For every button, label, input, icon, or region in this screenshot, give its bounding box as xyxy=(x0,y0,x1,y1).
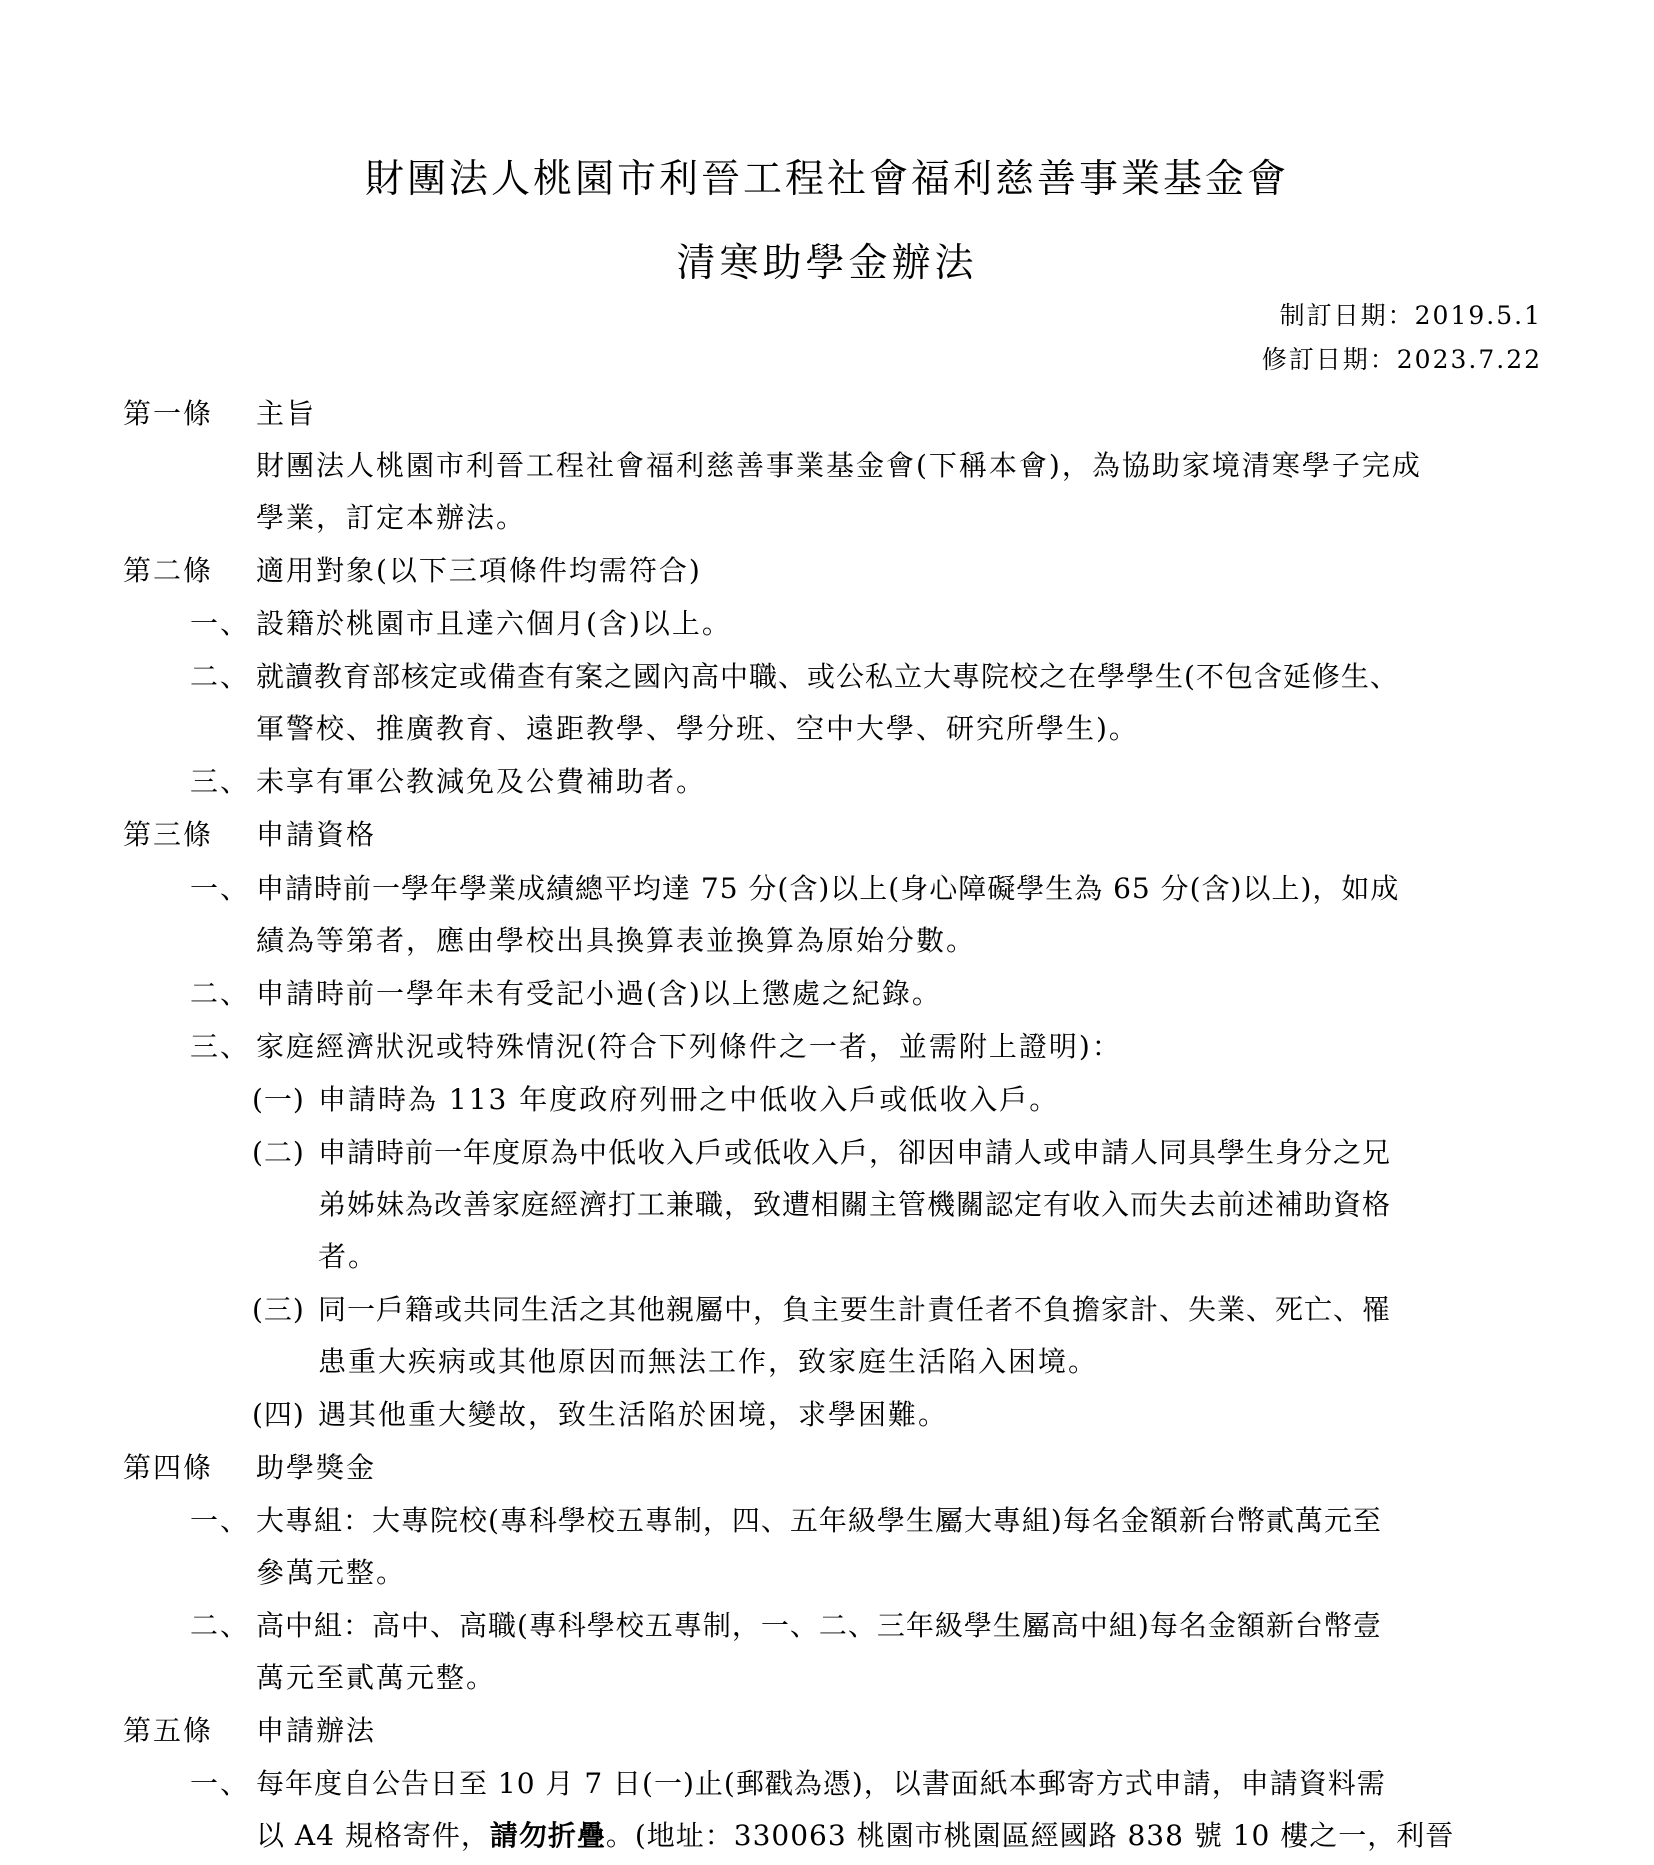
sub-item-text: 患重大疾病或其他原因而無法工作，致家庭生活陷入困境。 xyxy=(318,1345,1099,1378)
article-4-number: 第四條 xyxy=(123,1451,214,1484)
article-3-title: 申請資格 xyxy=(256,818,377,851)
list-item-text: 軍警校、推廣教育、遠距教學、學分班、空中大學、研究所學生)。 xyxy=(256,712,1139,745)
article-2-title: 適用對象(以下三項條件均需符合) xyxy=(256,554,702,587)
document-subtitle: 清寒助學金辦法 xyxy=(676,241,978,286)
list-item-number: 三、 xyxy=(190,1030,251,1063)
sub-item-number: (四) xyxy=(252,1398,305,1431)
list-item-number: 二、 xyxy=(190,660,251,693)
article-5-title: 申請辦法 xyxy=(256,1714,377,1747)
list-item-text: 參萬元整。 xyxy=(256,1556,407,1589)
article-2-number: 第二條 xyxy=(123,554,214,587)
list-item-text xyxy=(256,1816,1454,1856)
article-4-title: 助學獎金 xyxy=(256,1451,377,1484)
document-title: 財團法人桃園市利晉工程社會福利慈善事業基金會 xyxy=(364,157,1289,202)
revised-date: 修訂日期：2023.7.22 xyxy=(1261,345,1542,374)
list-item-number: 一、 xyxy=(190,1504,251,1537)
list-item-number: 一、 xyxy=(190,1767,251,1800)
article-5-number: 第五條 xyxy=(123,1714,214,1747)
list-item-number: 三、 xyxy=(190,765,251,798)
list-item-text: 設籍於桃園市且達六個月(含)以上。 xyxy=(256,607,732,640)
list-item-text: 萬元至貳萬元整。 xyxy=(256,1661,497,1694)
list-item-text: 申請時前一學年未有受記小過(含)以上懲處之紀錄。 xyxy=(256,977,942,1010)
list-item-text: 就讀教育部核定或備查有案之國內高中職、或公私立大專院校之在學學生(不包含延修生、 xyxy=(256,660,1399,693)
sub-item-text: 申請時前一年度原為中低收入戶或低收入戶，卻因申請人或申請人同具學生身分之兄 xyxy=(318,1136,1392,1169)
list-item-text: 高中組：高中、高職(專科學校五專制，一、二、三年級學生屬高中組)每名金額新台幣壹 xyxy=(256,1609,1382,1642)
sub-item-text: 遇其他重大變故，致生活陷於困境，求學困難。 xyxy=(318,1398,949,1431)
sub-item-text: 弟姊妹為改善家庭經濟打工兼職，致遭相關主管機關認定有收入而失去前述補助資格 xyxy=(318,1188,1392,1221)
sub-item-text: 同一戶籍或共同生活之其他親屬中，負主要生計責任者不負擔家計、失業、死亡、罹 xyxy=(318,1293,1392,1326)
do-not-fold-notice: 請勿折疊 xyxy=(489,1819,606,1852)
list-item-number: 二、 xyxy=(190,1609,251,1642)
sub-item-number: (一) xyxy=(252,1083,305,1116)
article-3-number: 第三條 xyxy=(123,818,214,851)
address-text: 。(地址：330063 桃園市桃園區經國路 838 號 10 樓之一，利晉 xyxy=(605,1819,1455,1852)
article-1-body-line: 學業，訂定本辦法。 xyxy=(256,501,527,534)
sub-item-text: 者。 xyxy=(318,1240,379,1273)
enacted-date: 制訂日期：2019.5.1 xyxy=(1279,301,1542,330)
sub-item-number: (二) xyxy=(252,1136,305,1169)
list-item-number: 二、 xyxy=(190,977,251,1010)
sub-item-number: (三) xyxy=(252,1293,305,1326)
sub-item-text: 申請時為 113 年度政府列冊之中低收入戶或低收入戶。 xyxy=(318,1083,1060,1116)
address-intro-text: 以 A4 規格寄件， xyxy=(256,1819,490,1852)
list-item-text: 每年度自公告日至 10 月 7 日(一)止(郵戳為憑)，以書面紙本郵寄方式申請，申請資料需 xyxy=(256,1767,1386,1800)
list-item-text: 未享有軍公教減免及公費補助者。 xyxy=(256,765,707,798)
article-1-title: 主旨 xyxy=(256,397,317,430)
list-item-text: 家庭經濟狀況或特殊情況(符合下列條件之一者，並需附上證明)： xyxy=(256,1030,1122,1063)
list-item-number: 一、 xyxy=(190,872,251,905)
list-item-text: 績為等第者，應由學校出具換算表並換算為原始分數。 xyxy=(256,924,977,957)
article-1-number: 第一條 xyxy=(123,397,214,430)
list-item-text: 申請時前一學年學業成績總平均達 75 分(含)以上(身心障礙學生為 65 分(含)以上)，如成 xyxy=(256,872,1400,905)
article-1-body-line: 財團法人桃園市利晉工程社會福利慈善事業基金會(下稱本會)，為協助家境清寒學子完成 xyxy=(256,449,1422,482)
list-item-text: 大專組：大專院校(專科學校五專制，四、五年級學生屬大專組)每名金額新台幣貳萬元至 xyxy=(256,1504,1382,1537)
list-item-number: 一、 xyxy=(190,607,251,640)
